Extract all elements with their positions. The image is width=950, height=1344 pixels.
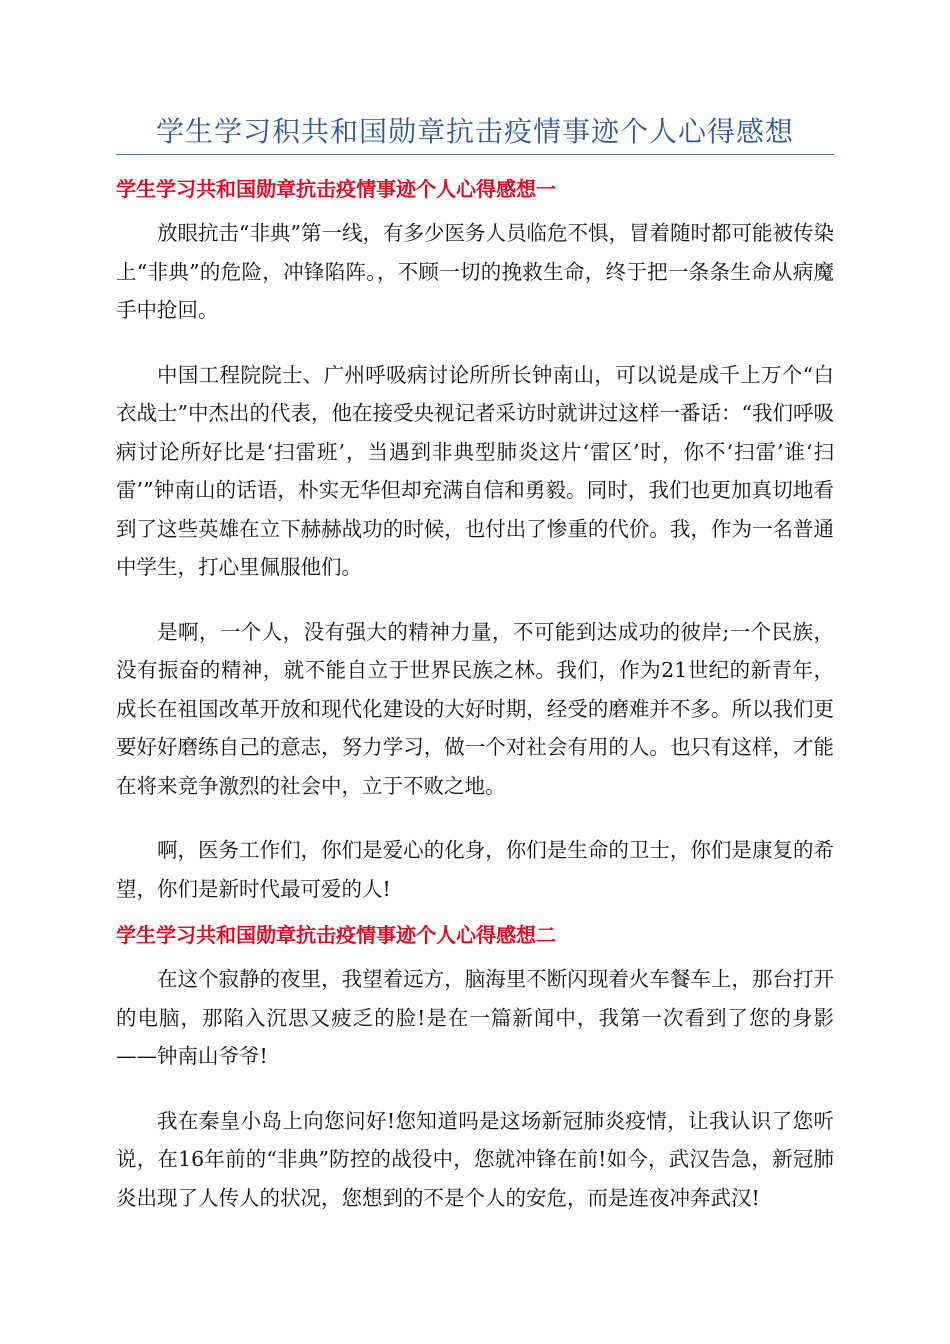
document-title: 学生学习积共和国勋章抗击疫情事迹个人心得感想: [155, 115, 794, 148]
paragraph: 我在秦皇小岛上向您问好!您知道吗是这场新冠肺炎疫情，让我认识了您听说，在16年前的“非典”防控的战役中，您就冲锋在前!如今，武汉告急，新冠肺炎出现了人传人的状况，您想到的不是个人的安危，而是连夜冲奔武汉!: [116, 1108, 834, 1210]
section-heading-2: 学生学习共和国勋章抗击疫情事迹个人心得感想二: [116, 923, 556, 947]
document-body: [116, 170, 834, 1217]
paragraph: 在这个寂静的夜里，我望着远方，脑海里不断闪现着火车餐车上，那台打开的电脑，那陷入沉思又疲乏的脸!是在一篇新闻中，我第一次看到了您的身影——钟南山爷爷!: [116, 967, 834, 1068]
paragraph: 是啊，一个人，没有强大的精神力量，不可能到达成功的彼岸;一个民族，没有振奋的精神，就不能自立于世界民族之林。我们，作为21世纪的新青年，成长在祖国改革开放和现代化建设的大好时期，经受的磨难并不多。所以我们更要好好磨练自己的意志，努力学习，做一个对社会有用的人。也只有这样，才能在将来竞争激烈的社会中，立于不败之地。: [116, 619, 834, 798]
paragraph: 中国工程院院士、广州呼吸病讨论所所长钟南山，可以说是成千上万个“白衣战士”中杰出的代表，他在接受央视记者采访时就讲过这样一番话：“我们呼吸病讨论所好比是‘扫雷班’，当遇到非典型肺炎这片‘雷区’时，你不‘扫雷’谁‘扫雷’”钟南山的话语，朴实无华但却充满自信和勇毅。同时，我们也更加真切地看到了这些英雄在立下赫赫战功的时候，也付出了惨重的代价。我，作为一名普通中学生，打心里佩服他们。: [116, 362, 834, 579]
paragraph: 啊，医务工作们，你们是爱心的化身，你们是生命的卫士，你们是康复的希望，你们是新时代最可爱的人!: [116, 838, 834, 901]
paragraph: 放眼抗击“非典”第一线，有多少医务人员临危不惧，冒着随时都可能被传染上“非典”的危险，冲锋陷阵。，不顾一切的挽救生命，终于把一条条生命从病魔手中抢回。: [116, 221, 834, 322]
section-heading-1: 学生学习共和国勋章抗击疫情事迹个人心得感想一: [116, 177, 556, 201]
title-underline: [116, 154, 834, 155]
